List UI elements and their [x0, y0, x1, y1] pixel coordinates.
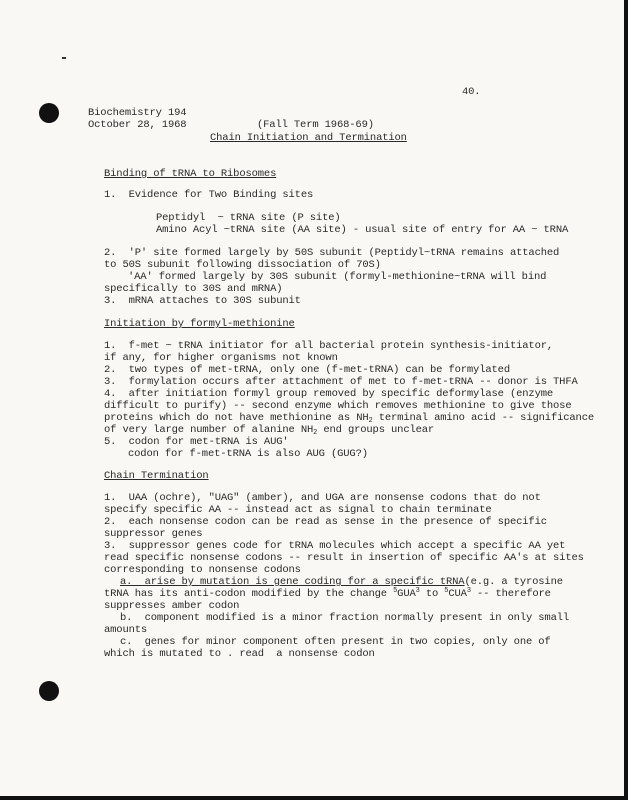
- superscript: 5: [444, 587, 449, 595]
- text-line: c. genes for minor component often present in two copies, only one of: [120, 636, 551, 648]
- text-line: read specific nonsense codons -- result in insertion of specific AA's at sites: [104, 552, 584, 564]
- text-line: 3. suppressor genes code for tRNA molecules which accept a specific AA yet: [104, 540, 566, 552]
- text-line: specify specific AA -- instead act as signal to chain terminate: [104, 504, 492, 516]
- text-segment: to: [419, 588, 445, 600]
- punch-hole: [39, 103, 59, 123]
- text-line: 5. codon for met-tRNA is AUG': [104, 436, 289, 448]
- text-line: if any, for higher organisms not known: [104, 352, 338, 364]
- text-segment: a. arise by mutation is gene coding for a specific tRNA: [120, 576, 465, 588]
- section-heading-termination: Chain Termination: [104, 470, 209, 482]
- text-line: 'AA' formed largely by 30S subunit (formyl-methionine~tRNA will bind: [128, 271, 547, 283]
- text-segment: GUA: [397, 588, 416, 600]
- punch-hole: [39, 681, 59, 701]
- text-segment: tRNA has its anti-codon modified by the change: [104, 588, 394, 600]
- text-line: Peptidyl ~ tRNA site (P site): [156, 212, 341, 224]
- text-segment: end groups unclear: [317, 424, 435, 436]
- text-line: to 50S subunit following dissociation of 70S): [104, 259, 381, 271]
- text-line: 3. formylation occurs after attachment of met to f-met-tRNA -- donor is THFA: [104, 376, 578, 388]
- text-line: 1. Evidence for Two Binding sites: [104, 189, 314, 201]
- section-heading-binding: Binding of tRNA to Ribosomes: [104, 168, 277, 180]
- text-line: 4. after initiation formyl group removed by specific deformylase (enzyme: [104, 388, 554, 400]
- text-line: corresponding to nonsense codons: [104, 564, 301, 576]
- text-line: which is mutated to . read a nonsense codon: [104, 648, 375, 660]
- superscript: 5: [393, 587, 398, 595]
- text-segment: (e.g. a tyrosine: [464, 576, 563, 588]
- text-line: 2. two types of met-tRNA, only one (f-met-tRNA) can be formylated: [104, 364, 510, 376]
- text-segment: CUA: [448, 588, 467, 600]
- text-line: 2. each nonsense codon can be read as sense in the presence of specific: [104, 516, 547, 528]
- text-segment: -- therefore: [470, 588, 551, 600]
- lecture-date: October 28, 1968: [88, 119, 187, 131]
- superscript: 3: [466, 587, 471, 595]
- subscript: 2: [368, 417, 373, 425]
- text-segment: of very large number of alanine NH: [104, 424, 314, 436]
- text-line: 3. mRNA attaches to 30S subunit: [104, 295, 301, 307]
- text-line: specifically to 30S and mRNA): [104, 283, 283, 295]
- text-line: codon for f-met-tRNA is also AUG (GUG?): [128, 448, 368, 460]
- text-line: suppresses amber codon: [104, 600, 240, 612]
- page-title: Chain Initiation and Termination: [210, 132, 407, 144]
- text-line: 1. UAA (ochre), "UAG" (amber), and UGA are nonsense codons that do not: [104, 492, 541, 504]
- section-heading-initiation: Initiation by formyl-methionine: [104, 318, 295, 330]
- text-line: amounts: [104, 624, 148, 636]
- text-line: suppressor genes: [104, 528, 203, 540]
- text-line: 1. f-met ~ tRNA initiator for all bacterial protein synthesis-initiator,: [104, 340, 554, 352]
- page-number: 40.: [462, 86, 481, 98]
- subscript: 2: [313, 429, 318, 437]
- text-line: b. component modified is a minor fraction normally present in only small: [120, 612, 570, 624]
- text-line: difficult to purify) -- second enzyme which removes methionine to give those: [104, 400, 572, 412]
- text-segment: terminal amino acid -- significance: [372, 412, 594, 424]
- text-segment: proteins which do not have methionine as NH: [104, 412, 369, 424]
- text-line: Amino Acyl ~tRNA site (AA site) - usual site of entry for AA ~ tRNA: [156, 224, 569, 236]
- term-label: (Fall Term 1968-69): [257, 119, 374, 131]
- course-name: Biochemistry 194: [88, 107, 187, 119]
- superscript: 3: [415, 587, 420, 595]
- ink-mark: [62, 57, 66, 59]
- text-line: 2. 'P' site formed largely by 50S subunit (Peptidyl~tRNA remains attached: [104, 247, 560, 259]
